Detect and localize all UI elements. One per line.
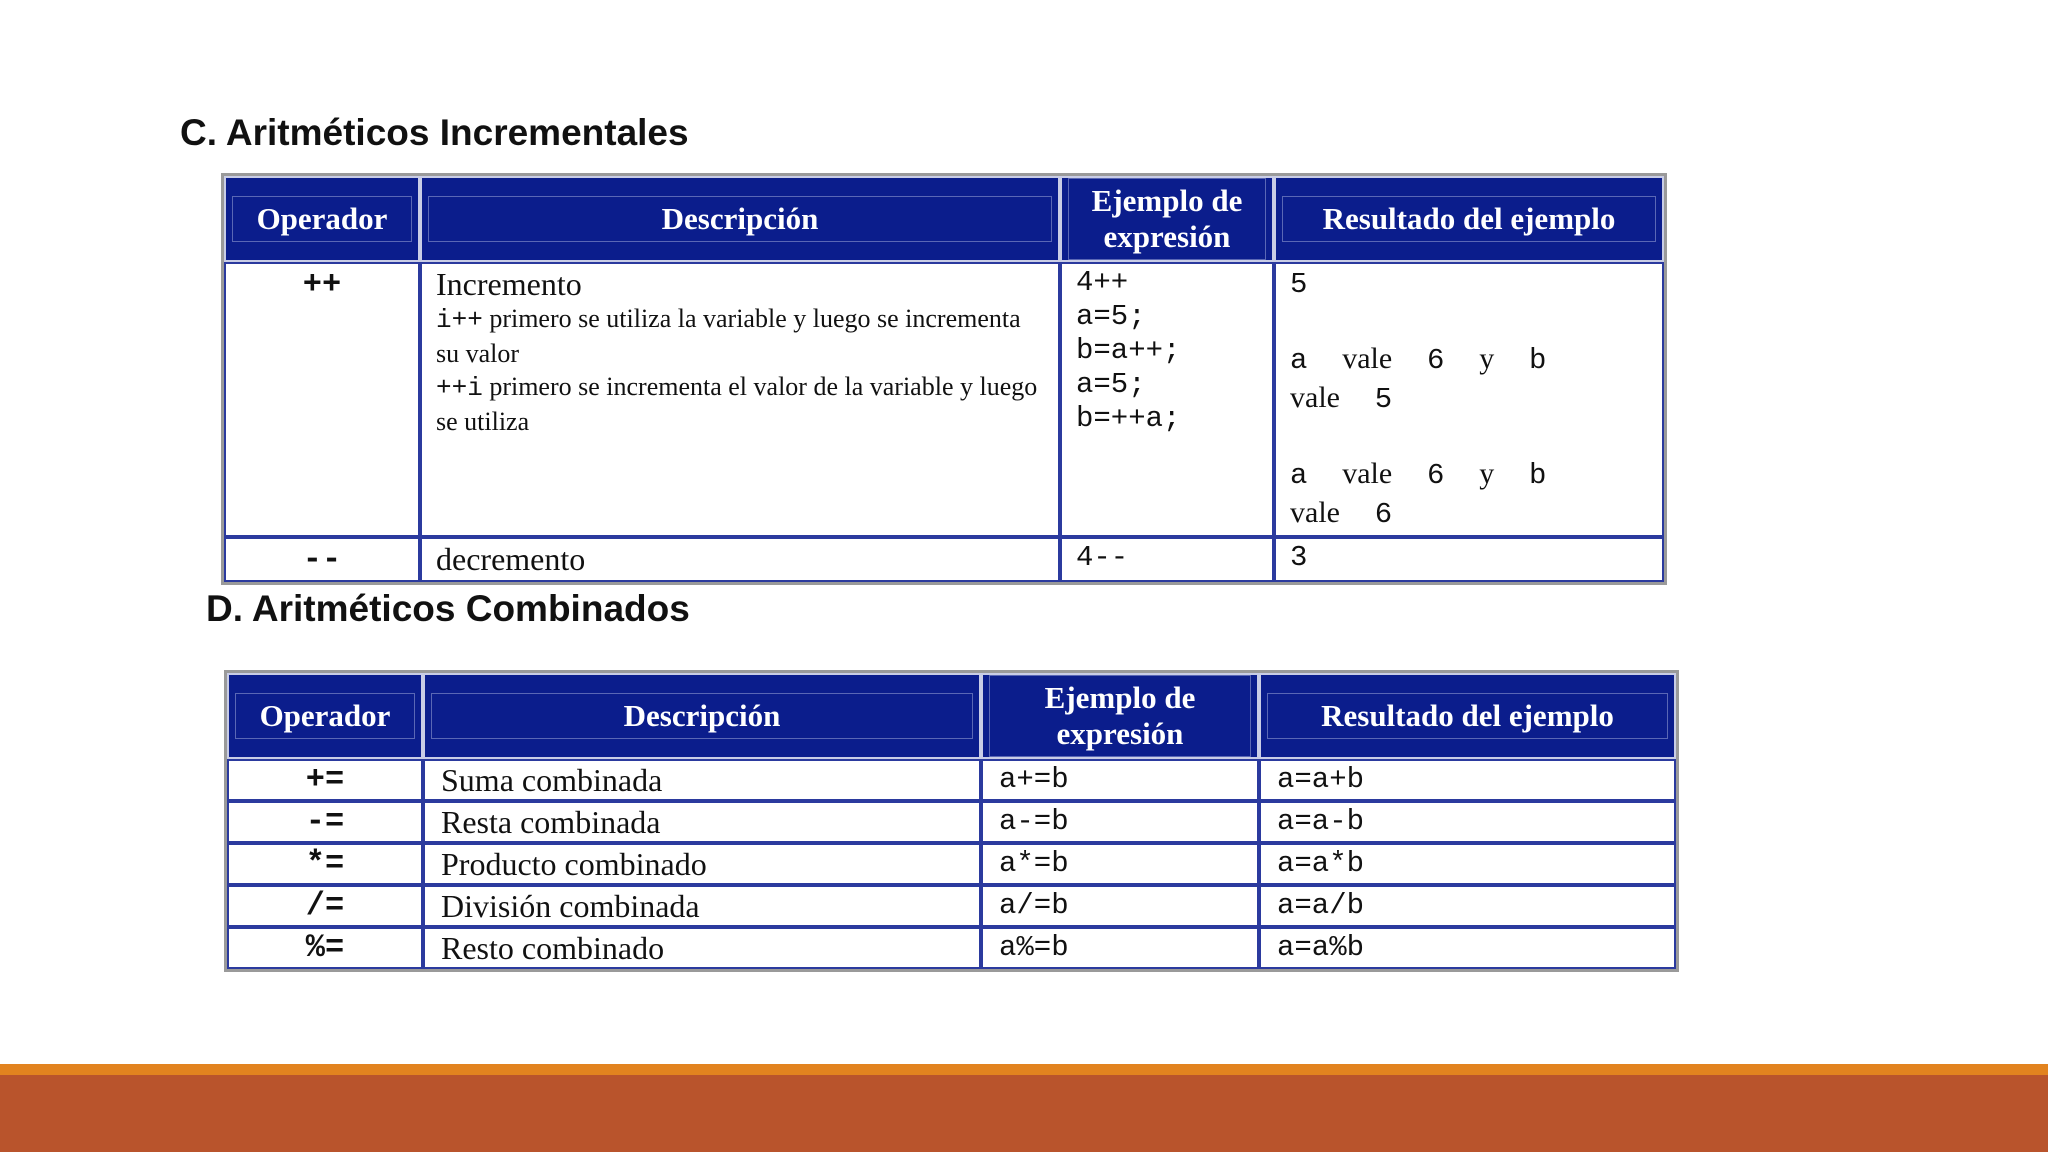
table-header-row [224, 176, 1664, 262]
description-detail-1: i++ primero se utiliza la variable y luego se incrementa su valor [436, 304, 1021, 368]
header-result: Resultado del ejemplo [1274, 176, 1664, 262]
header-operator: Operador [224, 176, 420, 262]
result-cell: 3 [1274, 537, 1664, 582]
table-row [224, 537, 1664, 582]
description-detail-2: ++i primero se incrementa el valor de la variable y luego se utiliza [436, 372, 1038, 436]
example-cell: 4-- [1060, 537, 1274, 582]
result-cell: a=a*b [1259, 843, 1676, 885]
result-cell: 5 a vale 6 y b vale 5 a vale 6 y b vale 6 [1274, 262, 1664, 537]
header-description: Descripción [420, 176, 1060, 262]
table-row [227, 843, 1676, 885]
example-cell: a%=b [981, 927, 1259, 969]
combined-operators-table [224, 670, 1679, 972]
operator-cell: -= [227, 801, 423, 843]
example-cell: 4++ a=5; b=a++; a=5; b=++a; [1060, 262, 1274, 537]
description-cell: División combinada [423, 885, 981, 927]
description-cell: Resta combinada [423, 801, 981, 843]
table-row [227, 801, 1676, 843]
result-cell: a=a-b [1259, 801, 1676, 843]
description-cell: Suma combinada [423, 759, 981, 801]
operator-cell: += [227, 759, 423, 801]
operator-cell: /= [227, 885, 423, 927]
header-example: Ejemplo de expresión [981, 673, 1259, 759]
header-description: Descripción [423, 673, 981, 759]
header-example: Ejemplo de expresión [1060, 176, 1274, 262]
result-cell: a=a+b [1259, 759, 1676, 801]
table-row [227, 885, 1676, 927]
header-operator: Operador [227, 673, 423, 759]
description-cell: decremento [420, 537, 1060, 582]
example-cell: a/=b [981, 885, 1259, 927]
result-cell: a=a/b [1259, 885, 1676, 927]
table-row [227, 759, 1676, 801]
section-d-title: D. Aritméticos Combinados [206, 588, 690, 629]
table-header-row [227, 673, 1676, 759]
bottom-accent-bar [0, 1064, 2048, 1152]
table-row [227, 927, 1676, 969]
header-result: Resultado del ejemplo [1259, 673, 1676, 759]
example-cell: a+=b [981, 759, 1259, 801]
operator-cell: ++ [224, 262, 420, 537]
description-cell [420, 262, 1060, 537]
operator-cell: %= [227, 927, 423, 969]
section-c-title: C. Aritméticos Incrementales [180, 112, 689, 153]
operator-cell: *= [227, 843, 423, 885]
operator-cell: -- [224, 537, 420, 582]
description-cell: Resto combinado [423, 927, 981, 969]
result-cell: a=a%b [1259, 927, 1676, 969]
description-cell: Producto combinado [423, 843, 981, 885]
table-row [224, 262, 1664, 537]
description-main: Incremento [436, 266, 582, 302]
example-cell: a-=b [981, 801, 1259, 843]
example-cell: a*=b [981, 843, 1259, 885]
incremental-operators-table [221, 173, 1667, 585]
